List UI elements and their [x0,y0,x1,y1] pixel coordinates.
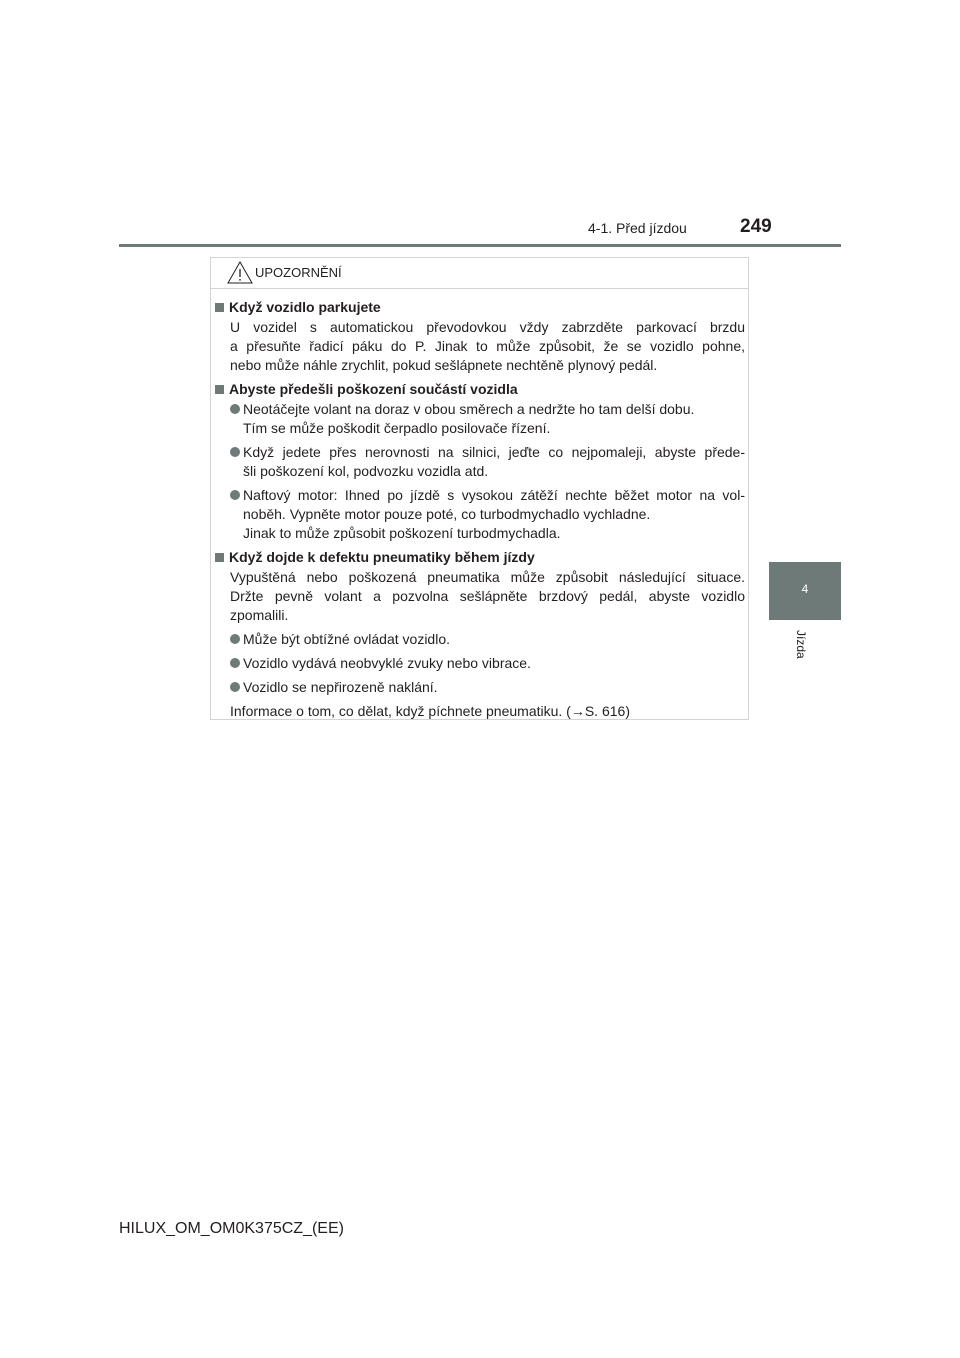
page-number: 249 [740,216,772,237]
paragraph: Vypuštěná nebo poškozená pneumatika může způsobit následující situace. Držte pevně volant a pozvolna sešlápněte brzdový pedál, abyste vozidlo zpomalili. [230,569,745,623]
warning-box [210,257,749,720]
section-heading: Abyste předešli poškození součástí vozidla [215,380,745,399]
round-bullet-icon [230,490,240,500]
chapter-label: Jízda [794,630,808,659]
section-heading: Když vozidlo parkujete [215,298,745,317]
square-bullet-icon [215,385,224,394]
list-item: Když jedete přes nerovnosti na silnici, jeďte co nejpomaleji, abyste přede- šli poškození kol, podvozku vozidla atd. [215,443,745,481]
list-item: Vozidlo se nepřirozeně naklání. [215,678,745,697]
square-bullet-icon [215,303,224,312]
list-item: Může být obtížné ovládat vozidlo. [215,630,745,649]
round-bullet-icon [230,447,240,457]
chapter-tab [769,562,841,620]
section-heading: Když dojde k defektu pneumatiky během jízdy [215,548,745,567]
chapter-number: 4 [801,582,809,596]
paragraph: U vozidel s automatickou převodovkou vždy zabrzděte parkovací brzdu a přesuňte řadicí páku do P. Jinak to může způsobit, že se vozidlo pohne, nebo může náhle zrychlit, pokud sešlápnete nechtěně plynový pedál. [230,319,745,373]
round-bullet-icon [230,404,240,414]
list-item: Vozidlo vydává neobvyklé zvuky nebo vibrace. [215,654,745,673]
list-item: Naftový motor: Ihned po jízdě s vysokou zátěží nechte běžet motor na vol- noběh. Vypněte motor pouze poté, co turbodmychadlo vychladne. Jinak to může způsobit poškození turbodmychadla. [215,486,745,543]
warning-header [211,258,748,289]
warning-body [215,298,745,726]
document-code: HILUX_OM_OM0K375CZ_(EE) [119,1220,344,1237]
warning-triangle-icon [227,261,253,289]
header-divider [119,244,841,247]
section-title: 4-1. Před jízdou [588,220,687,236]
list-item: Neotáčejte volant na doraz v obou směrech a nedržte ho tam delší dobu. Tím se může poškodit čerpadlo posilovače řízení. [215,400,745,438]
round-bullet-icon [230,682,240,692]
cross-reference-paragraph: Informace o tom, co dělat, když píchnete pneumatiku. (→S. 616) [230,703,630,719]
round-bullet-icon [230,658,240,668]
warning-title: UPOZORNĚNÍ [255,265,342,280]
round-bullet-icon [230,634,240,644]
square-bullet-icon [215,553,224,562]
